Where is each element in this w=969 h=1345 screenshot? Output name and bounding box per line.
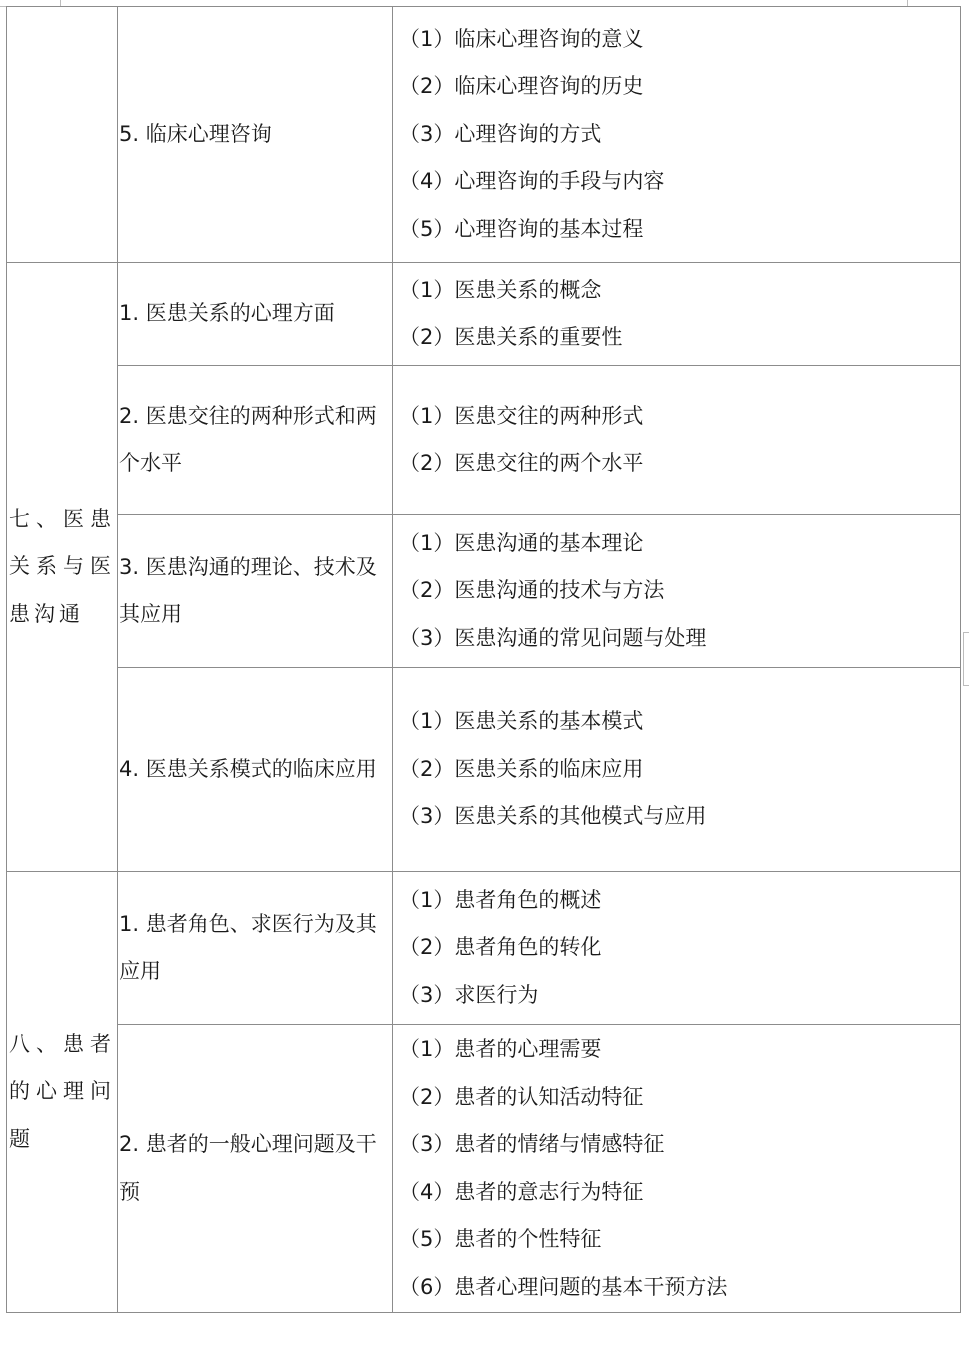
category-cell bbox=[7, 7, 118, 263]
list-item: （1）医患关系的概念 bbox=[399, 277, 602, 302]
syllabus-table bbox=[6, 6, 961, 1313]
items-cell bbox=[393, 366, 961, 515]
subtopic-cell: 5. 临床心理咨询 bbox=[118, 7, 393, 263]
list-item: （3）医患沟通的常见问题与处理 bbox=[399, 625, 707, 650]
list-item: （1）医患关系的基本模式 bbox=[399, 709, 644, 734]
list-item: （2）医患交往的两个水平 bbox=[399, 451, 644, 475]
list-item: （4）患者的意志行为特征 bbox=[399, 1179, 644, 1204]
items-cell bbox=[393, 263, 961, 366]
subtopic-cell: 1. 医患关系的心理方面 bbox=[118, 263, 393, 366]
items-cell bbox=[393, 7, 961, 263]
list-item: （1）患者角色的概述 bbox=[399, 887, 602, 912]
table-row bbox=[7, 366, 961, 515]
subtopic-cell: 2. 患者的一般心理问题及干预 bbox=[118, 1025, 393, 1313]
table-row bbox=[7, 1025, 961, 1313]
list-item: （2）医患关系的临床应用 bbox=[399, 756, 644, 781]
subtopic-cell: 3. 医患沟通的理论、技术及其应用 bbox=[118, 515, 393, 668]
list-item: （3）医患关系的其他模式与应用 bbox=[399, 804, 707, 829]
scroll-edge-mark bbox=[963, 632, 969, 686]
list-item: （2）患者角色的转化 bbox=[399, 935, 602, 960]
list-item: （2）患者的认知活动特征 bbox=[399, 1084, 644, 1109]
list-item: （1）医患沟通的基本理论 bbox=[399, 530, 644, 555]
category-cell: 八、患者的心理问题 bbox=[7, 872, 118, 1313]
table-row bbox=[7, 872, 961, 1025]
table-row bbox=[7, 668, 961, 872]
list-item: （5）患者的个性特征 bbox=[399, 1227, 602, 1251]
list-item: （6）患者心理问题的基本干预方法 bbox=[399, 1274, 728, 1299]
subtopic-cell: 1. 患者角色、求医行为及其应用 bbox=[118, 872, 393, 1025]
list-item: （1）医患交往的两种形式 bbox=[399, 403, 644, 428]
items-cell bbox=[393, 515, 961, 668]
list-item: （3）心理咨询的方式 bbox=[399, 121, 602, 146]
list-item: （5）心理咨询的基本过程 bbox=[399, 216, 644, 241]
items-cell bbox=[393, 872, 961, 1025]
table-row bbox=[7, 515, 961, 668]
subtopic-cell: 4. 医患关系模式的临床应用 bbox=[118, 668, 393, 872]
items-cell bbox=[393, 1025, 961, 1313]
table-row bbox=[7, 7, 961, 263]
list-item: （1）患者的心理需要 bbox=[399, 1037, 602, 1061]
list-item: （3）求医行为 bbox=[399, 982, 539, 1007]
list-item: （2）临床心理咨询的历史 bbox=[399, 74, 644, 99]
category-cell: 七、医患关系与医患沟通 bbox=[7, 263, 118, 872]
table-row bbox=[7, 263, 961, 366]
list-item: （2）医患关系的重要性 bbox=[399, 325, 623, 349]
items-cell bbox=[393, 668, 961, 872]
list-item: （2）医患沟通的技术与方法 bbox=[399, 578, 665, 603]
subtopic-cell: 2. 医患交往的两种形式和两个水平 bbox=[118, 366, 393, 515]
list-item: （1）临床心理咨询的意义 bbox=[399, 26, 644, 51]
list-item: （3）患者的情绪与情感特征 bbox=[399, 1132, 665, 1156]
list-item: （4）心理咨询的手段与内容 bbox=[399, 169, 665, 194]
